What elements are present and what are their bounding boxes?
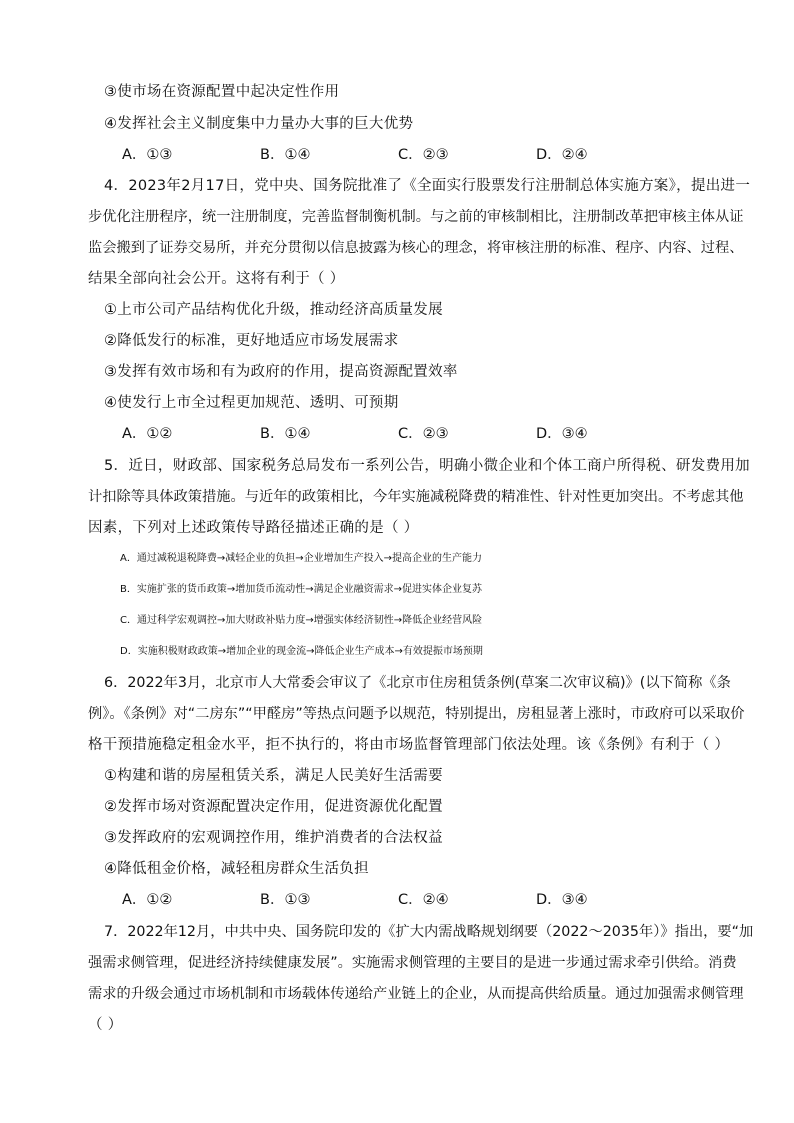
q4-item-1: ①上市公司产品结构优化升级，推动经济高质量发展: [104, 302, 443, 318]
q6-stem-line-1: 6．2022年3月，北京市人大常委会审议了《北京市住房租赁条例(草案二次审议稿)》(以下简称《条: [104, 675, 731, 691]
q5-stem-line-1: 5．近日，财政部、国家税务总局发布一系列公告，明确小微企业和个体工商户所得税、研发费用加: [104, 458, 750, 474]
q4-stem-line-3: 监会搬到了证券交易所，并充分贯彻以信息披露为核心的理念，将审核注册的标准、程序、内容、过程、: [88, 240, 744, 256]
q3-options: [122, 145, 674, 165]
q6-option-b[interactable]: B．①③: [260, 892, 311, 908]
q5-choice-c[interactable]: C．通过科学宏观调控→加大财政补贴力度→增强实体经济韧性→降低企业经营风险: [120, 615, 483, 626]
q4-item-2: ②降低发行的标准，更好地适应市场发展需求: [104, 333, 399, 349]
q5-stem-line-3: 因素，下列对上述政策传导路径描述正确的是（ ）: [88, 520, 419, 536]
q7-stem-line-4: （ ）: [88, 1017, 123, 1033]
q4-options: [122, 424, 674, 444]
q6-option-a[interactable]: A．①②: [122, 892, 173, 908]
q5-choice-a[interactable]: A．通过减税退税降费→减轻企业的负担→企业增加生产投入→提高企业的生产能力: [120, 553, 482, 564]
q5-choice-d[interactable]: D．实施积极财政政策→增加企业的现金流→降低企业生产成本→有效提振市场预期: [120, 646, 483, 657]
q6-options: [122, 890, 674, 910]
q4-option-d[interactable]: D．③④: [536, 426, 588, 442]
q3-option-b[interactable]: B．①④: [260, 147, 311, 163]
q4-option-a[interactable]: A．①②: [122, 426, 173, 442]
q6-stem-line-3: 格干预措施稳定租金水平，拒不执行的，将由市场监督管理部门依法处理。该《条例》有利于（ ）: [88, 737, 730, 753]
q3-option-c[interactable]: C．②③: [398, 147, 449, 163]
q4-stem-line-1: 4．2023年2月17日，党中央、国务院批准了《全面实行股票发行注册制总体实施方案》，提出进一: [104, 178, 751, 194]
q4-item-3: ③发挥有效市场和有为政府的作用，提高资源配置效率: [104, 364, 458, 380]
q4-option-b[interactable]: B．①④: [260, 426, 311, 442]
q7-stem-line-1: 7．2022年12月，中共中央、国务院印发的《扩大内需战略规划纲要（2022～2035年）》指出，要“加: [104, 924, 754, 940]
q5-choice-b[interactable]: B．实施扩张的货币政策→增加货币流动性→满足企业融资需求→促进实体企业复苏: [120, 584, 482, 595]
q7-stem-line-3: 需求的升级会通过市场机制和市场载体传递给产业链上的企业，从而提高供给质量。通过加强需求侧管理: [88, 986, 744, 1002]
q6-item-2: ②发挥市场对资源配置决定作用，促进资源优化配置: [104, 799, 443, 815]
q3-option-a[interactable]: A．①③: [122, 147, 173, 163]
q3-item-3: ③使市场在资源配置中起决定性作用: [104, 84, 340, 100]
q4-stem-line-2: 步优化注册程序，统一注册制度，完善监督制衡机制。与之前的审核制相比，注册制改革把审核主体从证: [88, 209, 744, 225]
q6-item-3: ③发挥政府的宏观调控作用，维护消费者的合法权益: [104, 830, 443, 846]
q3-item-4: ④发挥社会主义制度集中力量办大事的巨大优势: [104, 116, 414, 132]
q6-stem-line-2: 例》。《条例》对“二房东”“甲醛房”等热点问题予以规范，特别提出，房租显著上涨时，市政府可以采取价: [88, 706, 745, 722]
q4-option-c[interactable]: C．②③: [398, 426, 449, 442]
q3-option-d[interactable]: D．②④: [536, 147, 588, 163]
q7-stem-line-2: 强需求侧管理，促进经济持续健康发展”。实施需求侧管理的主要目的是进一步通过需求牵引供给。消费: [88, 955, 737, 971]
q6-item-4: ④降低租金价格，减轻租房群众生活负担: [104, 861, 369, 877]
q6-item-1: ①构建和谐的房屋租赁关系，满足人民美好生活需要: [104, 768, 443, 784]
q6-option-c[interactable]: C．②④: [398, 892, 449, 908]
q5-stem-line-2: 计扣除等具体政策措施。与近年的政策相比，今年实施减税降费的精准性、针对性更加突出。不考虑其他: [88, 489, 744, 505]
q6-option-d[interactable]: D．③④: [536, 892, 588, 908]
q4-stem-line-4: 结果全部向社会公开。这将有利于（ ）: [88, 271, 345, 287]
q4-item-4: ④使发行上市全过程更加规范、透明、可预期: [104, 395, 399, 411]
